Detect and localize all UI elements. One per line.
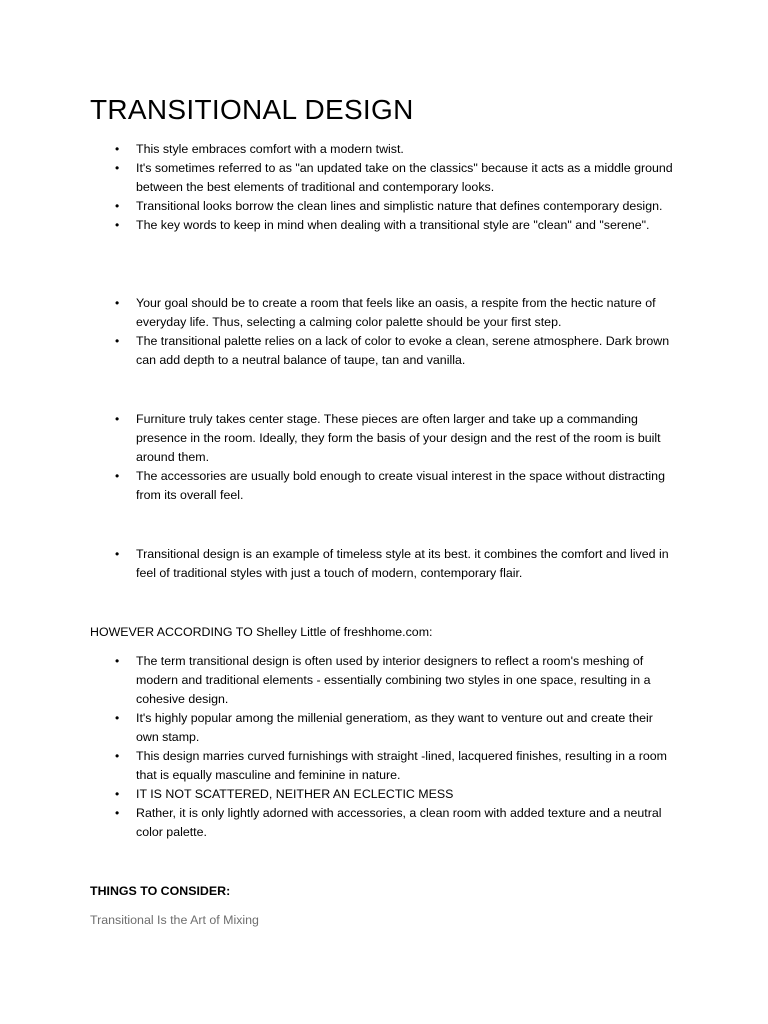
list-item: • Your goal should be to create a room that feels like an oasis, a respite from the hectic nature of everyday life. Thus, selecting a calming color palette should be your first step. <box>115 296 656 329</box>
bullet-icon: • <box>115 787 120 801</box>
page-title: TRANSITIONAL DESIGN <box>90 94 414 125</box>
bullet-list-palette <box>0 294 768 370</box>
list-item: • It's sometimes referred to as "an updated take on the classics" because it acts as a middle ground between the best elements of traditional and contemporary looks. <box>115 161 673 194</box>
list-item: • Furniture truly takes center stage. These pieces are often larger and take up a commanding presence in the room. Ideally, they form the basis of your design and the rest of the room is built around them. <box>115 412 661 464</box>
list-item: • Rather, it is only lightly adorned with accessories, a clean room with added texture and a neutral color palette. <box>115 806 662 839</box>
bullet-icon: • <box>115 469 120 483</box>
bullet-list-summary <box>0 545 768 583</box>
bullet-icon: • <box>115 199 120 213</box>
list-item: • It's highly popular among the millenial generatiom, as they want to venture out and create their own stamp. <box>115 711 653 744</box>
list-item: • IT IS NOT SCATTERED, NEITHER AN ECLECTIC MESS <box>0 785 768 804</box>
bullet-icon: • <box>115 142 120 156</box>
list-item: • Transitional design is an example of timeless style at its best. it combines the comfort and lived in feel of traditional styles with just a touch of modern, contemporary flair. <box>115 547 669 580</box>
bullet-list-furniture <box>0 410 768 505</box>
list-item: • The transitional palette relies on a lack of color to evoke a clean, serene atmosphere. Dark brown can add depth to a neutral balance of taupe, tan and vanilla. <box>115 334 670 367</box>
bullet-icon: • <box>115 711 120 725</box>
bullet-icon: • <box>115 161 120 175</box>
list-item: • The accessories are usually bold enough to create visual interest in the space without distracting from its overall feel. <box>115 469 665 502</box>
bullet-icon: • <box>115 806 120 820</box>
list-item: • The term transitional design is often used by interior designers to reflect a room's meshing of modern and traditional elements - essentially combining two styles in one space, resulting in a cohesive design. <box>115 654 651 706</box>
however-heading: HOWEVER ACCORDING TO Shelley Little of freshhome.com: <box>90 625 433 639</box>
bullet-icon: • <box>115 654 120 668</box>
bullet-list-intro <box>0 140 768 235</box>
list-item: • The key words to keep in mind when dealing with a transitional style are "clean" and "serene". <box>0 216 768 235</box>
bullet-icon: • <box>115 547 120 561</box>
things-to-consider-heading: THINGS TO CONSIDER: <box>90 884 231 898</box>
list-item: • This style embraces comfort with a modern twist. <box>0 140 768 159</box>
bullet-icon: • <box>115 334 120 348</box>
list-item: • Transitional looks borrow the clean lines and simplistic nature that defines contemporary design. <box>0 197 768 216</box>
bullet-icon: • <box>115 412 120 426</box>
list-item: • This design marries curved furnishings with straight -lined, lacquered finishes, resulting in a room that is equally masculine and feminine in nature. <box>115 749 667 782</box>
bullet-list-freshhome <box>0 652 768 842</box>
bullet-icon: • <box>115 218 120 232</box>
section-subheading: Transitional Is the Art of Mixing <box>90 913 259 927</box>
bullet-icon: • <box>115 296 120 310</box>
bullet-icon: • <box>115 749 120 763</box>
